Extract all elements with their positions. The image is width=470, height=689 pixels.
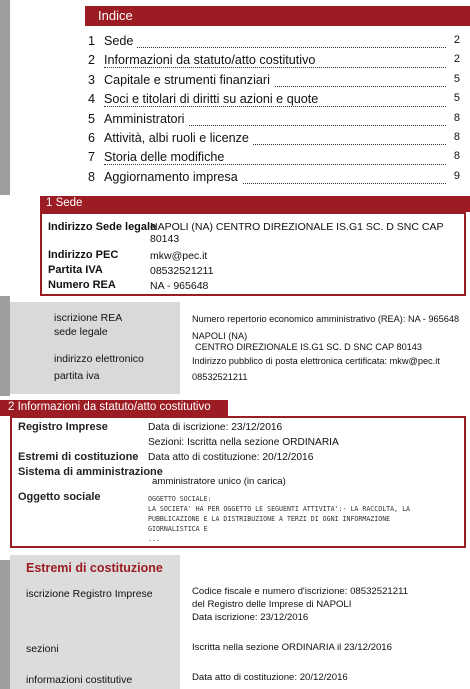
toc-item-page: 9 (453, 169, 460, 182)
estremi-label: Estremi di costituzione (18, 451, 139, 463)
toc-item[interactable]: 1 Sede 2 (88, 34, 460, 48)
oggetto-label: Oggetto sociale (18, 491, 101, 503)
registro-sezioni: Sezioni: Iscritta nella sezione ORDINARIA (148, 437, 339, 448)
toc-item[interactable]: 2 Informazioni da statuto/atto costitutivo 2 (88, 53, 460, 68)
indirizzo-elettronico-label: indirizzo elettronico (54, 353, 144, 365)
section-title: 1 Sede (46, 197, 83, 209)
indirizzo-elettronico-value: Indirizzo pubblico di posta elettronica certificata: mkw@pec.it (192, 356, 440, 366)
iscrizione-rea-value: Numero repertorio economico amministrativo (REA): NA - 965648 (192, 314, 460, 324)
registro-label: Registro Imprese (18, 421, 108, 433)
iva-value: 08532521211 (150, 265, 214, 277)
toc-item-page: 2 (453, 34, 460, 46)
toc-item-label: Attività, albi ruoli e licenze (104, 131, 253, 145)
estremi-title: Estremi di costituzione (26, 561, 163, 575)
toc-item-label: Sede (104, 34, 137, 48)
partita-iva-label: partita iva (54, 370, 100, 382)
section-header-statuto (0, 400, 228, 416)
toc-item[interactable]: 8 Aggiornamento impresa 9 (88, 169, 460, 184)
sezioni-label: sezioni (26, 643, 59, 655)
sede-legale-city: NAPOLI (NA) (192, 331, 248, 341)
toc-item[interactable]: 5 Amministratori 8 (88, 111, 460, 126)
statuto-box (10, 416, 466, 548)
toc-item-label: Amministratori (104, 112, 188, 126)
informazioni-costitutive-label: informazioni costitutive (26, 674, 133, 686)
iva-label: Partita IVA (48, 264, 103, 276)
toc-item-label: Soci e titolari di diritti su azioni e quote (104, 92, 322, 106)
toc-item-label: Aggiornamento impresa (104, 170, 242, 184)
toc-item[interactable]: 4 Soci e titolari di diritti su azioni e quote 5 (88, 92, 460, 107)
rea-value: NA - 965648 (150, 280, 209, 292)
iscrizione-registro-date: Data iscrizione: 23/12/2016 (192, 612, 309, 623)
toc-item-page: 8 (453, 130, 460, 143)
estremi-value: Data atto di costituzione: 20/12/2016 (148, 452, 314, 463)
sede-legale-label: sede legale (54, 326, 108, 338)
oggetto-title: OGGETTO SOCIALE: (148, 495, 212, 503)
indice-title: Indice (98, 8, 133, 23)
toc-item[interactable]: 6 Attività, albi ruoli e licenze 8 (88, 130, 460, 145)
indirizzo-value: NAPOLI (NA) CENTRO DIREZIONALE IS.G1 SC. D SNC CAP (150, 221, 444, 233)
estremi-panel (10, 555, 180, 689)
sede-legale-address: CENTRO DIREZIONALE IS.G1 SC. D SNC CAP 80143 (195, 342, 423, 352)
indice-header (85, 6, 470, 26)
oggetto-text: LA SOCIETA' HA PER OGGETTO LE SEGUENTI ATTIVITA':- LA RACCOLTA, LA (148, 505, 411, 513)
toc-item-page: 2 (453, 53, 460, 66)
registro-date: Data di iscrizione: 23/12/2016 (148, 422, 283, 433)
iscrizione-registro-cf: Codice fiscale e numero d'iscrizione: 08532521211 (192, 586, 409, 597)
iscrizione-rea-label: iscrizione REA (54, 312, 123, 324)
indirizzo-label: Indirizzo Sede legale (48, 221, 157, 233)
pec-label: Indirizzo PEC (48, 249, 119, 261)
toc-item[interactable]: 3 Capitale e strumenti finanziari 5 (88, 72, 460, 87)
toc-item-page: 8 (453, 111, 460, 124)
table-of-contents (88, 33, 460, 188)
oggetto-text: PUBBLICAZIONE E LA DISTRIBUZIONE A TERZI DI OGNI INFORMAZIONE (148, 515, 391, 523)
section-header-sede (40, 196, 470, 212)
sistema-value: amministratore unico (in carica) (152, 476, 286, 487)
toc-item-page: 5 (453, 92, 460, 105)
iscrizione-registro-napoli: del Registro delle Imprese di NAPOLI (192, 599, 352, 610)
side-strip (0, 296, 10, 396)
iscrizione-registro-label: iscrizione Registro Imprese (26, 588, 153, 600)
pec-value: mkw@pec.it (150, 250, 208, 262)
toc-item-page: 8 (453, 150, 460, 163)
toc-item-label: Storia delle modifiche (104, 150, 228, 164)
section-title: 2 Informazioni da statuto/atto costitutivo (8, 401, 211, 413)
oggetto-ellipsis: ... (148, 535, 160, 543)
toc-item[interactable]: 7 Storia delle modifiche 8 (88, 150, 460, 165)
indirizzo-value-cap: 80143 (150, 233, 180, 245)
sistema-label: Sistema di amministrazione (18, 466, 163, 478)
toc-item-label: Informazioni da statuto/atto costitutivo (104, 53, 319, 67)
sezioni-value: Iscritta nella sezione ORDINARIA il 23/12/2016 (192, 642, 392, 653)
side-strip (0, 0, 10, 195)
rea-label: Numero REA (48, 279, 116, 291)
toc-item-label: Capitale e strumenti finanziari (104, 73, 274, 87)
toc-item-page: 5 (453, 72, 460, 85)
side-strip (0, 560, 10, 689)
sede-box (40, 212, 466, 296)
partita-iva-value: 08532521211 (192, 372, 248, 382)
oggetto-text: GIORNALISTICA E (148, 525, 208, 533)
informazioni-costitutive-value: Data atto di costituzione: 20/12/2016 (192, 672, 348, 683)
